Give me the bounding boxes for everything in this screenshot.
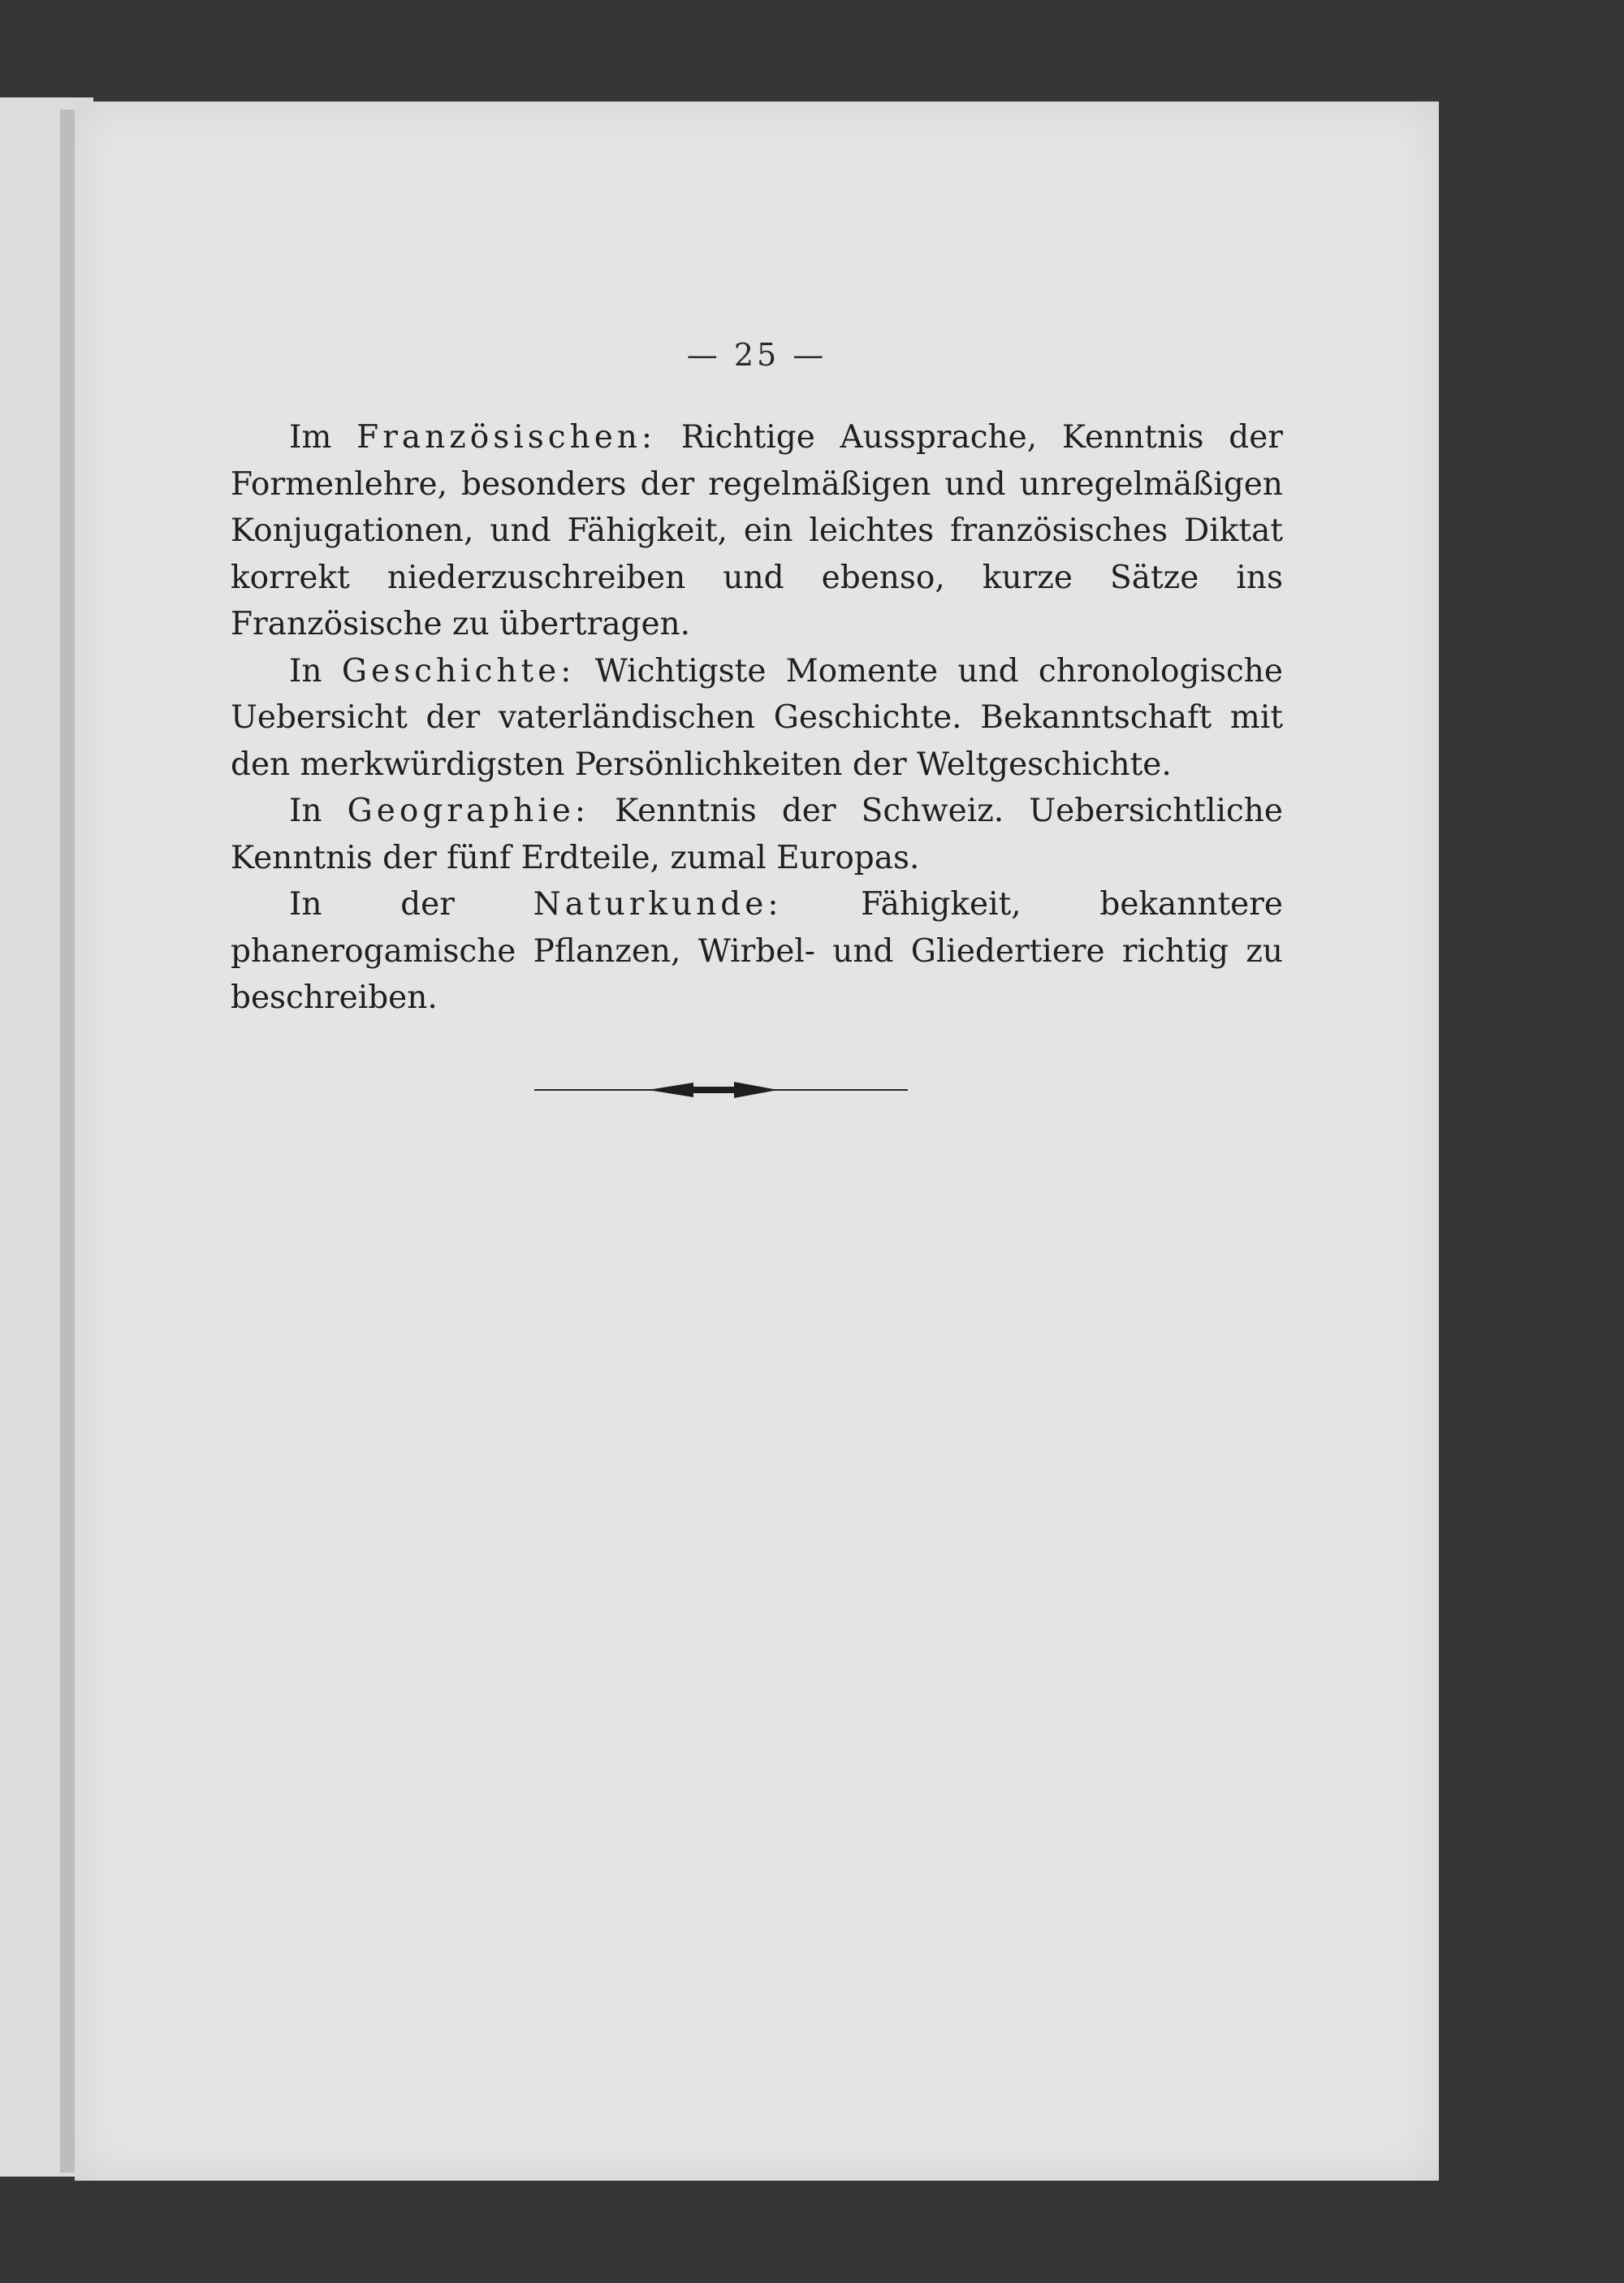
- paragraph-text: Wichtigste Momente und chronologische Uebersicht der vaterländischen Geschichte. Bekanntschaft mit den merkwürdigsten Persönlichkeiten der Weltgeschichte.: [231, 652, 1283, 783]
- subject-heading: Geschichte:: [341, 652, 576, 690]
- paragraph-text: Fähigkeit, bekanntere phanerogamische Pflanzen, Wirbel- und Gliedertiere richtig zu beschreiben.: [231, 886, 1283, 1016]
- subject-heading: Französischen:: [356, 419, 657, 456]
- paragraph-intro: In der: [289, 886, 533, 923]
- paragraph-geography: [231, 788, 1283, 881]
- paragraph-text: Richtige Aussprache, Kenntnis der Formenlehre, besonders der regelmäßigen und unregelmäßigen Konjugationen, und Fähigkeit, ein leichtes französisches Diktat korrekt niederzuschreiben und ebenso, kurze Sätze ins Französische zu übertragen.: [231, 419, 1283, 642]
- subject-heading: Geographie:: [347, 793, 590, 829]
- body-text: [231, 414, 1283, 1022]
- paragraph-history: [231, 648, 1283, 789]
- paragraph-natural-science: [231, 881, 1283, 1022]
- subject-heading: Naturkunde:: [533, 886, 783, 923]
- book-page: [75, 102, 1439, 2181]
- paragraph-intro: In: [289, 793, 348, 829]
- page-number: — 25 —: [686, 337, 827, 373]
- paragraph-intro: Im: [289, 419, 357, 456]
- paragraph-text: Kenntnis der Schweiz. Uebersichtliche Kenntnis der fünf Erdteile, zumal Europas.: [231, 793, 1284, 876]
- paragraph-intro: In: [289, 652, 342, 690]
- ornament-divider-icon: [534, 1079, 908, 1101]
- paragraph-french: [231, 414, 1283, 648]
